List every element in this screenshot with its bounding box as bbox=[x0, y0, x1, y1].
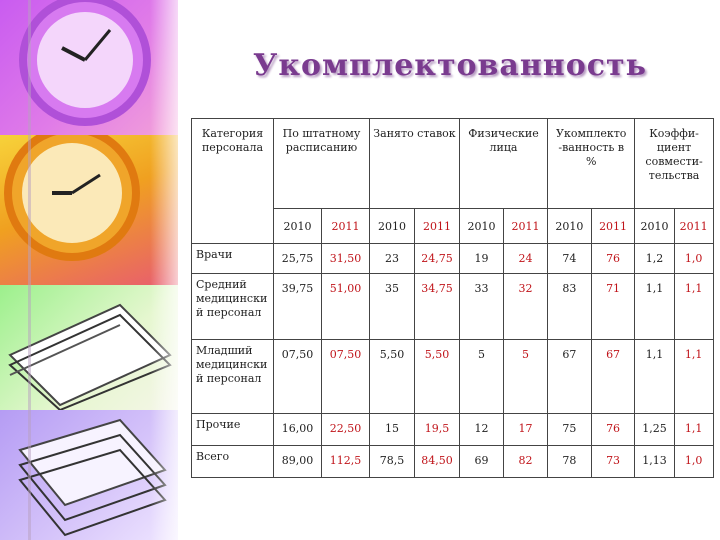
page-title: Укомплектованность bbox=[253, 48, 647, 83]
value-cell: 75 bbox=[548, 414, 592, 446]
value-cell: 24 bbox=[504, 244, 548, 274]
value-cell: 1,1 bbox=[674, 414, 713, 446]
value-cell: 39,75 bbox=[274, 274, 322, 340]
value-cell: 15 bbox=[370, 414, 415, 446]
header-staffing-percent: Укомплекто -ванность в % bbox=[548, 119, 635, 209]
strip-fade bbox=[150, 0, 178, 540]
year-cell: 2011 bbox=[674, 209, 713, 244]
row-category: Младший медицински й персонал bbox=[192, 340, 274, 414]
value-cell: 5,50 bbox=[370, 340, 415, 414]
value-cell: 73 bbox=[591, 446, 635, 478]
value-cell: 33 bbox=[460, 274, 504, 340]
header-category: Категория персонала bbox=[192, 119, 274, 244]
value-cell: 78,5 bbox=[370, 446, 415, 478]
value-cell: 74 bbox=[548, 244, 592, 274]
value-cell: 19 bbox=[460, 244, 504, 274]
value-cell: 67 bbox=[591, 340, 635, 414]
value-cell: 69 bbox=[460, 446, 504, 478]
value-cell: 22,50 bbox=[322, 414, 370, 446]
value-cell: 76 bbox=[591, 414, 635, 446]
value-cell: 19,5 bbox=[415, 414, 460, 446]
value-cell: 23 bbox=[370, 244, 415, 274]
value-cell: 112,5 bbox=[322, 446, 370, 478]
value-cell: 34,75 bbox=[415, 274, 460, 340]
value-cell: 07,50 bbox=[322, 340, 370, 414]
value-cell: 1,1 bbox=[674, 340, 713, 414]
strip-line bbox=[28, 0, 31, 540]
value-cell: 51,00 bbox=[322, 274, 370, 340]
table-row bbox=[192, 414, 714, 446]
year-cell: 2011 bbox=[504, 209, 548, 244]
value-cell: 1,0 bbox=[674, 446, 713, 478]
table-row bbox=[192, 340, 714, 414]
table-row bbox=[192, 446, 714, 478]
value-cell: 1,2 bbox=[635, 244, 674, 274]
header-occupied-rates: Занято ставок bbox=[370, 119, 460, 209]
value-cell: 5 bbox=[504, 340, 548, 414]
value-cell: 1,0 bbox=[674, 244, 713, 274]
value-cell: 07,50 bbox=[274, 340, 322, 414]
year-cell: 2011 bbox=[415, 209, 460, 244]
value-cell: 32 bbox=[504, 274, 548, 340]
table-row bbox=[192, 274, 714, 340]
value-cell: 5 bbox=[460, 340, 504, 414]
value-cell: 82 bbox=[504, 446, 548, 478]
year-cell: 2010 bbox=[460, 209, 504, 244]
row-category: Средний медицински й персонал bbox=[192, 274, 274, 340]
value-cell: 25,75 bbox=[274, 244, 322, 274]
value-cell: 71 bbox=[591, 274, 635, 340]
row-category: Всего bbox=[192, 446, 274, 478]
value-cell: 1,1 bbox=[635, 274, 674, 340]
header-physical-persons: Физические лица bbox=[460, 119, 548, 209]
value-cell: 17 bbox=[504, 414, 548, 446]
year-cell: 2011 bbox=[322, 209, 370, 244]
row-category: Врачи bbox=[192, 244, 274, 274]
value-cell: 24,75 bbox=[415, 244, 460, 274]
year-cell: 2011 bbox=[591, 209, 635, 244]
header-coefficient: Коэффи- циент совмести- тельства bbox=[635, 119, 713, 209]
value-cell: 35 bbox=[370, 274, 415, 340]
row-category: Прочие bbox=[192, 414, 274, 446]
value-cell: 16,00 bbox=[274, 414, 322, 446]
value-cell: 83 bbox=[548, 274, 592, 340]
value-cell: 1,1 bbox=[674, 274, 713, 340]
value-cell: 76 bbox=[591, 244, 635, 274]
year-cell: 2010 bbox=[274, 209, 322, 244]
header-row bbox=[192, 119, 714, 209]
value-cell: 67 bbox=[548, 340, 592, 414]
value-cell: 1,25 bbox=[635, 414, 674, 446]
value-cell: 1,1 bbox=[635, 340, 674, 414]
value-cell: 1,13 bbox=[635, 446, 674, 478]
value-cell: 5,50 bbox=[415, 340, 460, 414]
header-staff-schedule: По штатному расписанию bbox=[274, 119, 370, 209]
value-cell: 89,00 bbox=[274, 446, 322, 478]
value-cell: 31,50 bbox=[322, 244, 370, 274]
year-cell: 2010 bbox=[370, 209, 415, 244]
year-cell: 2010 bbox=[548, 209, 592, 244]
table-row bbox=[192, 244, 714, 274]
staffing-table bbox=[191, 118, 714, 478]
decorative-strip bbox=[0, 0, 178, 540]
year-cell: 2010 bbox=[635, 209, 674, 244]
value-cell: 78 bbox=[548, 446, 592, 478]
value-cell: 84,50 bbox=[415, 446, 460, 478]
value-cell: 12 bbox=[460, 414, 504, 446]
